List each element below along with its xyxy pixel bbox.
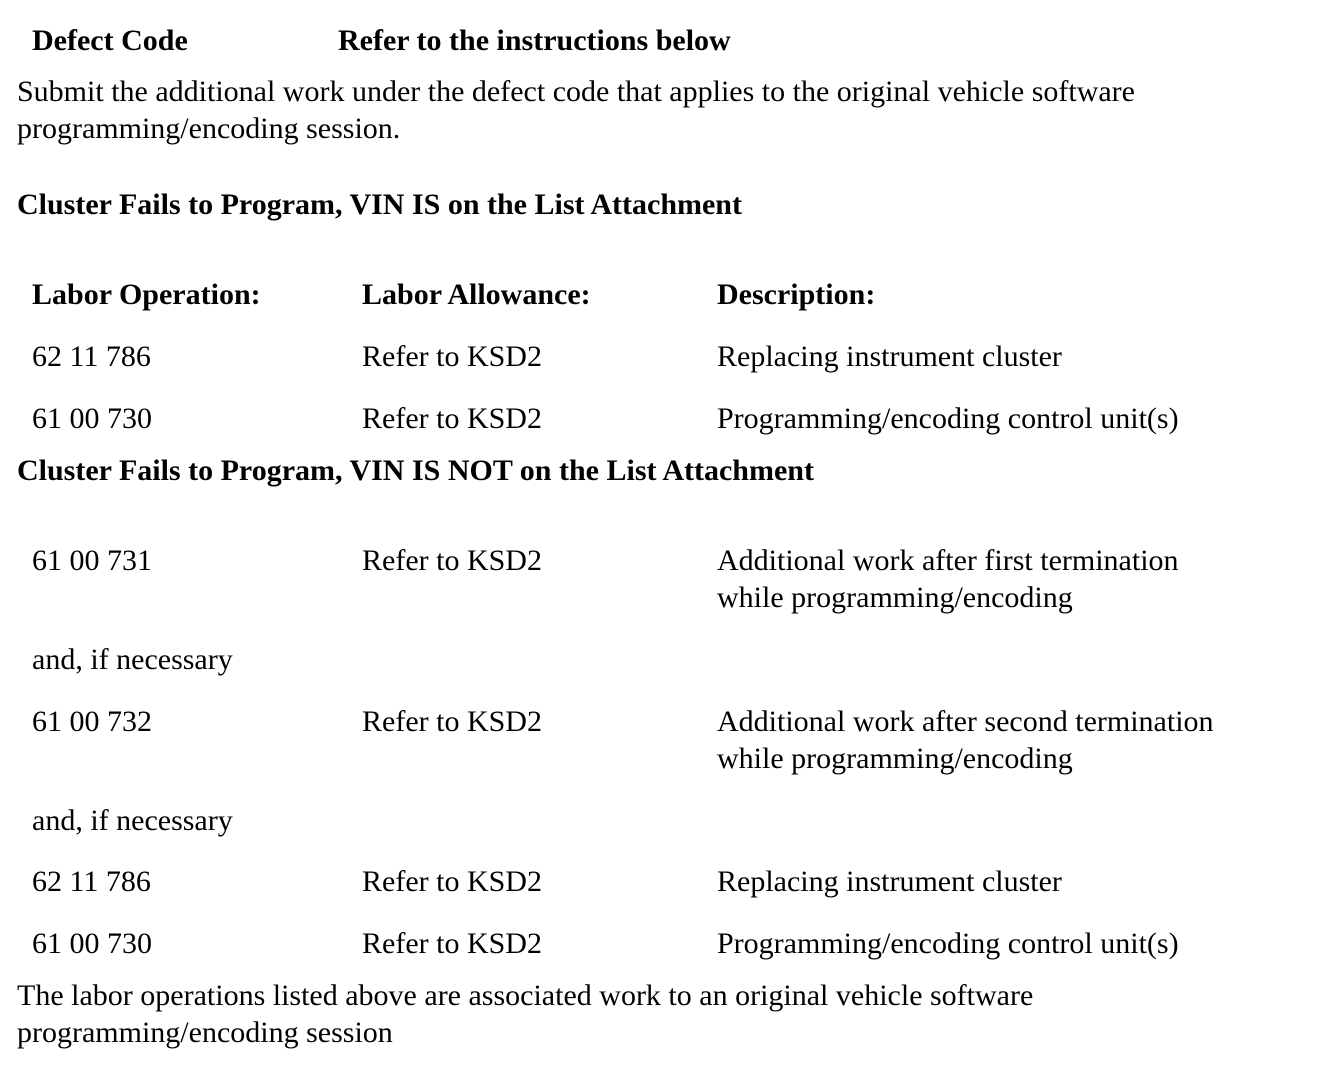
- description: Programming/encoding control unit(s): [717, 402, 1179, 435]
- section2-heading: Cluster Fails to Program, VIN IS NOT on the List Attachment: [17, 454, 814, 487]
- labor-operation: 61 00 731: [32, 544, 152, 577]
- labor-allowance: Refer to KSD2: [362, 865, 542, 898]
- labor-operation: 61 00 730: [32, 927, 152, 960]
- column-header-labor-allowance: Labor Allowance:: [362, 278, 591, 311]
- defect-code-value: Refer to the instructions below: [338, 24, 731, 57]
- labor-operation: 61 00 732: [32, 705, 152, 738]
- description-line1: Additional work after second termination: [717, 705, 1214, 738]
- description-line2: while programming/encoding: [717, 742, 1073, 775]
- description-line1: Additional work after first termination: [717, 544, 1179, 577]
- labor-allowance: Refer to KSD2: [362, 927, 542, 960]
- column-header-description: Description:: [717, 278, 876, 311]
- section1-heading: Cluster Fails to Program, VIN IS on the List Attachment: [17, 188, 742, 221]
- labor-allowance: Refer to KSD2: [362, 402, 542, 435]
- labor-allowance: Refer to KSD2: [362, 544, 542, 577]
- labor-operation: 62 11 786: [32, 865, 151, 898]
- intro-paragraph: Submit the additional work under the defect code that applies to the original vehicle software programming/encoding session.: [17, 75, 1135, 145]
- footer-paragraph: The labor operations listed above are associated work to an original vehicle software programming/encoding session: [17, 979, 1034, 1049]
- defect-code-label: Defect Code: [32, 24, 188, 57]
- labor-allowance: Refer to KSD2: [362, 340, 542, 373]
- description: Replacing instrument cluster: [717, 865, 1062, 898]
- connector-text: and, if necessary: [32, 643, 233, 676]
- description: Replacing instrument cluster: [717, 340, 1062, 373]
- labor-operation: 62 11 786: [32, 340, 151, 373]
- labor-allowance: Refer to KSD2: [362, 705, 542, 738]
- column-header-labor-operation: Labor Operation:: [32, 278, 261, 311]
- description: Programming/encoding control unit(s): [717, 927, 1179, 960]
- description-line2: while programming/encoding: [717, 581, 1073, 614]
- connector-text: and, if necessary: [32, 804, 233, 837]
- labor-operation: 61 00 730: [32, 402, 152, 435]
